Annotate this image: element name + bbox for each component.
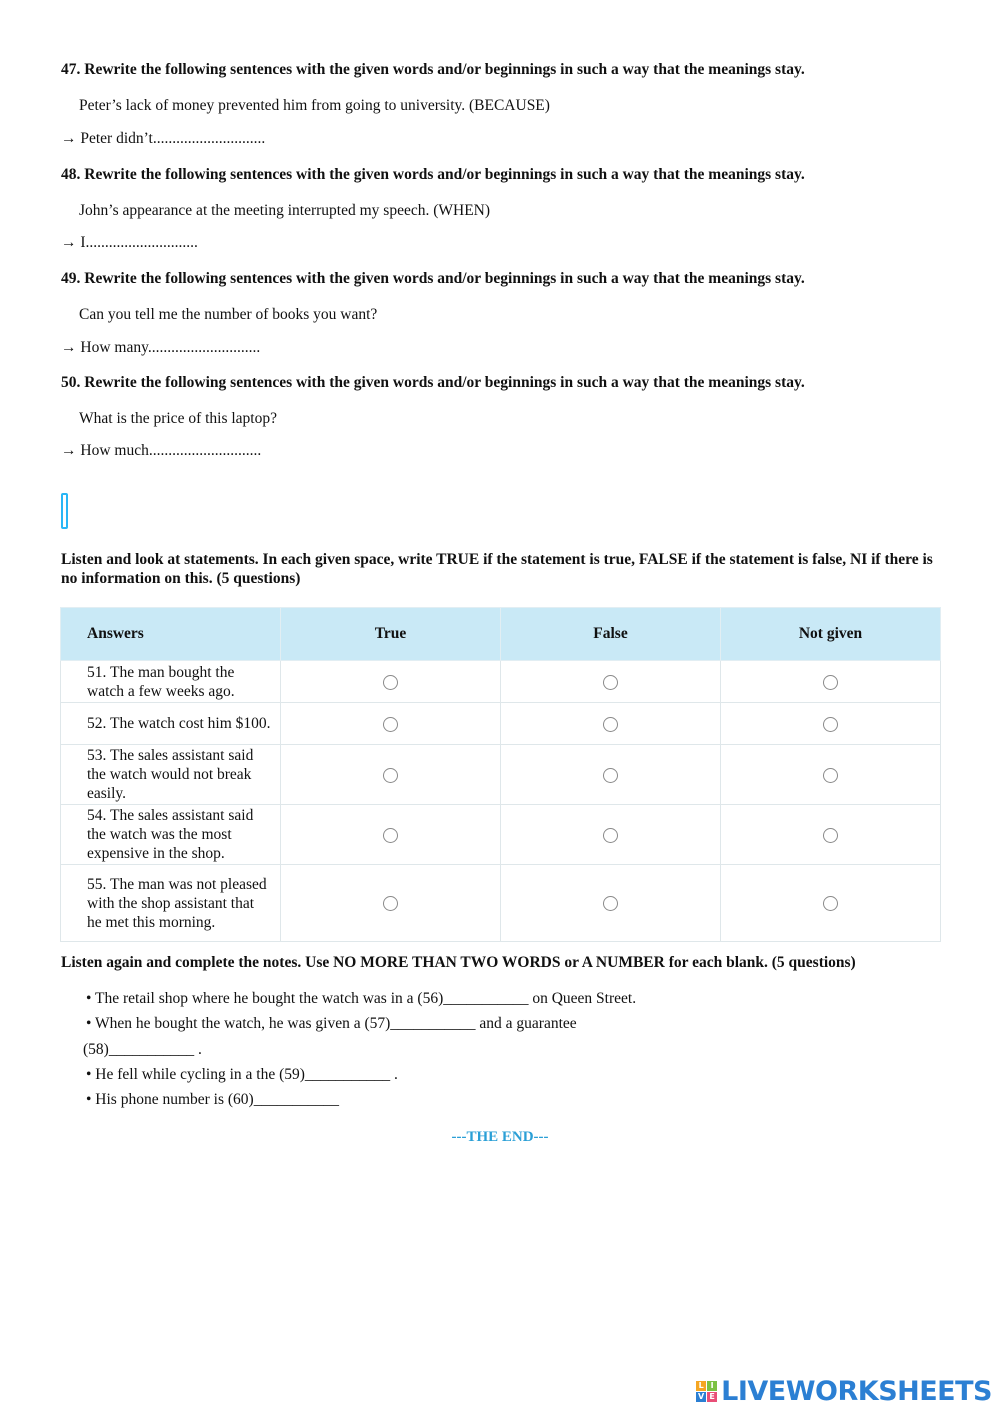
header-answers: Answers (61, 608, 281, 661)
logo-text: LIVEWORKSHEETS (721, 1376, 992, 1407)
table-row (61, 661, 941, 703)
radio-51-true[interactable] (383, 675, 398, 690)
radio-51-false[interactable] (603, 675, 618, 690)
logo-letter-i: I (707, 1381, 717, 1391)
listening-instruction: Listen and look at statements. In each given space, write TRUE if the statement is true, FALSE if the statement is false, NI if there is no information on this. (5 questions) (61, 551, 933, 587)
notes-instruction: Listen again and complete the notes. Use NO MORE THAN TWO WORDS or A NUMBER for each blank. (5 questions) (61, 954, 856, 971)
logo-mark-icon (696, 1381, 717, 1402)
radio-54-not-given[interactable] (823, 828, 838, 843)
radio-55-false[interactable] (603, 896, 618, 911)
radio-52-true[interactable] (383, 717, 398, 732)
radio-54-false[interactable] (603, 828, 618, 843)
statement-51: 51. The man bought the watch a few weeks ago. (61, 661, 281, 703)
end-marker: ---THE END--- (451, 1129, 549, 1145)
statement-54: 54. The sales assistant said the watch was the most expensive in the shop. (61, 805, 281, 865)
logo-letter-l: L (696, 1381, 706, 1391)
question-48-sentence: John’s appearance at the meeting interrupted my speech. (WHEN) (79, 202, 491, 219)
question-47-answer-line[interactable]: → Peter didn’t............................. (61, 130, 266, 147)
radio-55-not-given[interactable] (823, 896, 838, 911)
logo-letter-v: V (698, 1392, 705, 1401)
question-49-heading: 49. Rewrite the following sentences with the given words and/or beginnings in such a way that the meanings stay. (61, 270, 805, 287)
note-line-59[interactable]: • He fell while cycling in a the (59)___________ . (86, 1066, 398, 1083)
radio-53-false[interactable] (603, 768, 618, 783)
header-not-given: Not given (721, 608, 941, 661)
liveworksheets-logo (696, 1376, 992, 1407)
answers-table (60, 607, 941, 942)
radio-52-false[interactable] (603, 717, 618, 732)
statement-52: 52. The watch cost him $100. (61, 703, 281, 745)
radio-54-true[interactable] (383, 828, 398, 843)
table-row (61, 805, 941, 865)
radio-51-not-given[interactable] (823, 675, 838, 690)
text-cursor-box[interactable] (61, 493, 68, 529)
table-row (61, 745, 941, 805)
question-47-sentence: Peter’s lack of money prevented him from going to university. (BECAUSE) (79, 97, 550, 114)
statement-53: 53. The sales assistant said the watch would not break easily. (61, 745, 281, 805)
question-47-heading: 47. Rewrite the following sentences with the given words and/or beginnings in such a way that the meanings stay. (61, 61, 805, 78)
question-50-heading: 50. Rewrite the following sentences with the given words and/or beginnings in such a way that the meanings stay. (61, 374, 805, 391)
radio-53-true[interactable] (383, 768, 398, 783)
note-line-60[interactable]: • His phone number is (60)___________ (86, 1091, 339, 1108)
table-header-row (61, 608, 941, 661)
header-false: False (501, 608, 721, 661)
question-49-sentence: Can you tell me the number of books you want? (79, 306, 378, 323)
question-50-sentence: What is the price of this laptop? (79, 410, 277, 427)
question-48-heading: 48. Rewrite the following sentences with the given words and/or beginnings in such a way that the meanings stay. (61, 166, 805, 183)
question-49-answer-line[interactable]: → How many............................. (61, 339, 261, 356)
note-line-57[interactable]: • When he bought the watch, he was given a (57)___________ and a guarantee (86, 1015, 577, 1032)
radio-53-not-given[interactable] (823, 768, 838, 783)
table-row (61, 865, 941, 942)
logo-letter-e: E (707, 1392, 717, 1402)
header-true: True (281, 608, 501, 661)
question-48-answer-line[interactable]: → I............................. (61, 234, 198, 251)
radio-52-not-given[interactable] (823, 717, 838, 732)
note-line-56[interactable]: • The retail shop where he bought the watch was in a (56)___________ on Queen Street. (86, 990, 637, 1007)
table-row (61, 703, 941, 745)
radio-55-true[interactable] (383, 896, 398, 911)
note-line-58[interactable]: (58)___________ . (83, 1041, 202, 1058)
question-50-answer-line[interactable]: → How much............................. (61, 442, 262, 459)
statement-55: 55. The man was not pleased with the shop assistant that he met this morning. (61, 865, 281, 942)
